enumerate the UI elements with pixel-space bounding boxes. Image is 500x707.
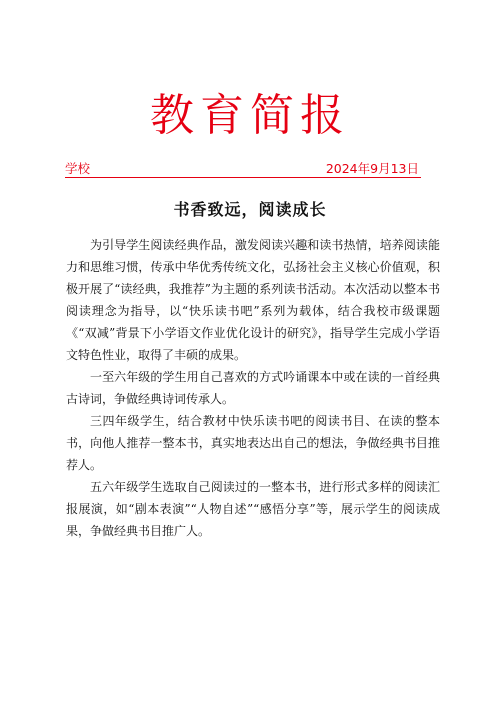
header-divider [65, 177, 421, 178]
meta-row [65, 160, 435, 178]
school-label: 学校 [65, 161, 91, 176]
article-headline: 书香致远，阅读成长 [173, 200, 327, 219]
article-body [66, 234, 440, 542]
masthead-title: 教育简报 [150, 90, 350, 141]
paragraph: 一至六年级的学生用自己喜欢的方式吟诵课本中或在读的一首经典古诗词，争做经典诗词传承人。 [66, 370, 440, 406]
issue-date: 2024年9月13日 [325, 161, 419, 176]
paragraph: 为引导学生阅读经典作品，激发阅读兴趣和读书热情，培养阅读能力和思维习惯，传承中华优秀传统文化，弘扬社会主义核心价值观，积极开展了“读经典，我推荐”为主题的系列读书活动。本次活动以整本书阅读理念为指导，以“快乐读书吧”系列为载体，结合我校市级课题《“双减”背景下小学语文作业优化设计的研究》，指导学生完成小学语文特色性业，取得了丰硕的成果。 [66, 238, 440, 362]
paragraph: 三四年级学生，结合教材中快乐读书吧的阅读书目、在读的整本书，向他人推荐一整本书，真实地表达出自己的想法，争做经典书目推荐人。 [66, 414, 440, 472]
paragraph: 五六年级学生选取自己阅读过的一整本书，进行形式多样的阅读汇报展演，如“剧本表演”“人物自述”“感悟分享”等，展示学生的阅读成果，争做经典书目推广人。 [66, 480, 440, 538]
